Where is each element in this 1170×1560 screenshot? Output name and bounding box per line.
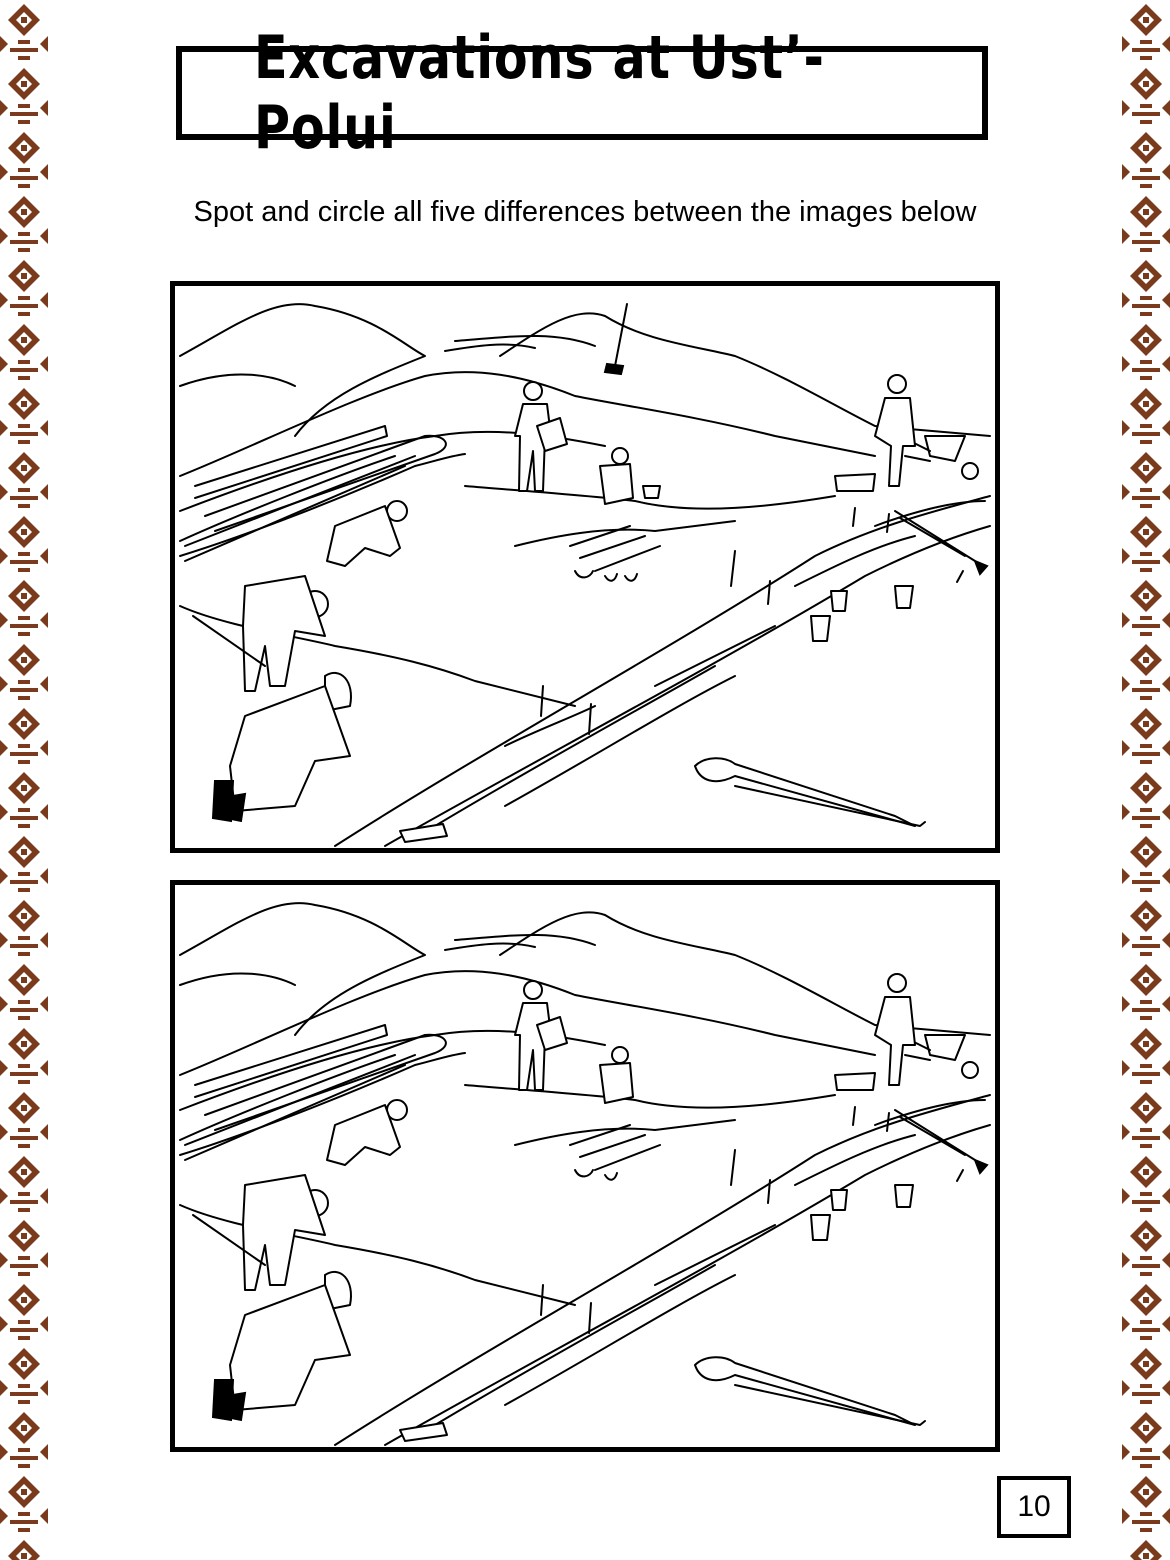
worker-crouching-bucket <box>600 448 660 504</box>
worker-bending <box>193 576 328 691</box>
shovel-handle <box>615 304 627 366</box>
wheelbarrow <box>925 436 965 461</box>
worker-standing-center <box>515 382 567 491</box>
right-ornament-border <box>1122 0 1170 1560</box>
excavation-scene-top <box>175 286 995 848</box>
hill-left <box>180 304 425 436</box>
page-title: Excavations at Ust’-Polui <box>254 23 825 163</box>
worker-kneeling-midleft <box>327 501 407 566</box>
title-box <box>176 23 988 163</box>
page-number: 10 <box>997 1476 1071 1538</box>
bucket <box>831 591 847 611</box>
worker-kneeling-foreground <box>213 673 351 821</box>
worker-standing-right <box>835 375 915 491</box>
left-ornament-border <box>0 0 48 1560</box>
shovel-blade <box>605 364 623 374</box>
illustration-top[interactable] <box>170 281 1000 853</box>
excavation-scene-bottom <box>175 885 995 1447</box>
instruction-text: Spot and circle all five differences between the images below <box>193 196 977 228</box>
illustration-bottom[interactable] <box>170 880 1000 1452</box>
